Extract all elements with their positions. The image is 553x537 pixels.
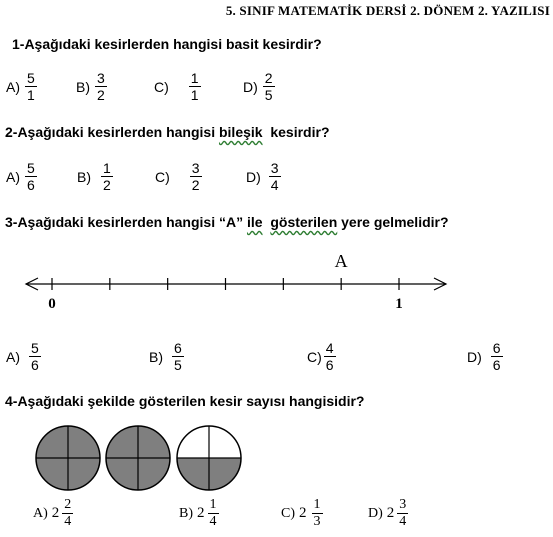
numerator: 5 <box>31 340 39 356</box>
denominator: 4 <box>399 514 407 529</box>
fraction <box>397 497 408 530</box>
option-label: A) <box>6 78 20 95</box>
option-label: A) <box>33 505 48 521</box>
fraction <box>101 160 113 193</box>
q3-keyword: gösterilen <box>270 214 338 230</box>
q2-option-c[interactable] <box>155 160 202 193</box>
q3-option-a[interactable] <box>6 340 41 373</box>
q1-option-a[interactable] <box>6 70 37 103</box>
numerator: 4 <box>325 340 334 356</box>
denominator: 6 <box>27 177 35 193</box>
q3-option-c[interactable] <box>307 340 336 373</box>
numerator: 3 <box>270 160 279 176</box>
denominator: 6 <box>31 357 39 373</box>
denominator: 6 <box>325 357 334 373</box>
q2-text-part: 2-Aşağıdaki kesirlerden hangisi <box>5 124 219 140</box>
option-label: D) <box>243 78 258 95</box>
option-label: D) <box>467 348 482 365</box>
question-1-text: 1-Aşağıdaki kesirlerden hangisi basit kesirdir? <box>12 36 322 52</box>
number-line-start-label: 0 <box>48 296 56 312</box>
fraction <box>190 160 202 193</box>
fraction <box>263 70 275 103</box>
numerator: 3 <box>97 70 105 86</box>
denominator: 4 <box>209 514 217 529</box>
fraction <box>491 340 503 373</box>
fraction <box>62 497 73 530</box>
fraction-circle <box>36 426 100 490</box>
numerator: 6 <box>174 340 182 356</box>
numerator: 1 <box>190 70 199 86</box>
option-label: C) <box>281 505 295 521</box>
q2-option-a[interactable] <box>6 160 37 193</box>
question-3-text <box>5 214 449 230</box>
numerator: 5 <box>27 70 35 86</box>
exam-title: 5. SINIF MATEMATİK DERSİ 2. DÖNEM 2. YAZILISI <box>225 3 550 18</box>
denominator: 1 <box>27 87 35 103</box>
option-label: C) <box>307 348 322 365</box>
number-line <box>0 245 553 320</box>
denominator: 4 <box>64 514 72 529</box>
numerator: 1 <box>103 160 111 176</box>
fraction <box>269 160 281 193</box>
fraction <box>25 160 37 193</box>
whole-part: 2 <box>386 505 395 521</box>
fraction <box>29 340 41 373</box>
fraction <box>189 70 201 103</box>
q2-option-d[interactable] <box>246 160 281 193</box>
option-label: B) <box>179 505 193 521</box>
fraction-circle <box>106 426 170 490</box>
option-label: C) <box>154 78 169 95</box>
whole-part: 2 <box>197 505 205 521</box>
q2-keyword: bileşik <box>218 124 263 140</box>
option-label: D) <box>368 505 383 521</box>
fraction-circles <box>0 418 260 496</box>
fraction <box>312 497 323 530</box>
q3-text-part: yere gelmelidir? <box>337 214 449 230</box>
q3-keyword: ile <box>246 214 263 230</box>
denominator: 1 <box>190 87 199 103</box>
denominator: 5 <box>174 357 182 373</box>
number-line-point-label: A <box>334 251 348 271</box>
denominator: 2 <box>97 87 105 103</box>
option-label: A) <box>6 348 20 365</box>
option-label: D) <box>246 168 261 185</box>
q1-option-c[interactable] <box>154 70 201 103</box>
fraction-circle <box>177 426 241 490</box>
denominator: 2 <box>103 177 111 193</box>
option-label: B) <box>149 348 163 365</box>
question-2-text <box>5 124 330 140</box>
q1-option-b[interactable] <box>76 70 107 103</box>
numerator: 1 <box>313 497 321 512</box>
denominator: 5 <box>264 87 273 103</box>
fraction <box>172 340 184 373</box>
numerator: 5 <box>27 160 35 176</box>
question-4-text: 4-Aşağıdaki şekilde gösterilen kesir sayısı hangisidir? <box>5 393 365 409</box>
q2-option-b[interactable] <box>77 160 113 193</box>
fraction <box>95 70 107 103</box>
numerator: 2 <box>64 497 72 512</box>
q3-option-b[interactable] <box>149 340 184 373</box>
numerator: 2 <box>264 70 273 86</box>
whole-part: 2 <box>299 505 307 521</box>
q1-option-d[interactable] <box>243 70 275 103</box>
option-label: B) <box>76 78 90 95</box>
numerator: 3 <box>399 497 407 512</box>
whole-part: 2 <box>51 505 60 521</box>
numerator: 3 <box>191 160 200 176</box>
denominator: 3 <box>313 514 321 529</box>
option-label: A) <box>6 168 20 185</box>
q4-option-c[interactable] <box>281 497 323 530</box>
fraction <box>324 340 336 373</box>
denominator: 6 <box>492 357 501 373</box>
option-label: B) <box>77 168 91 185</box>
q2-text-part: kesirdir? <box>262 124 330 140</box>
fraction <box>25 70 37 103</box>
number-line-end-label: 1 <box>395 296 403 312</box>
numerator: 6 <box>492 340 501 356</box>
q4-option-a[interactable] <box>33 497 73 530</box>
option-label: C) <box>155 168 170 185</box>
fraction <box>208 497 219 530</box>
denominator: 2 <box>191 177 200 193</box>
q4-option-b[interactable] <box>179 497 219 530</box>
q3-text-part: 3-Aşağıdaki kesirlerden hangisi “A” <box>5 214 247 230</box>
denominator: 4 <box>270 177 279 193</box>
numerator: 1 <box>209 497 217 512</box>
q4-option-d[interactable] <box>368 497 408 530</box>
q3-option-d[interactable] <box>467 340 503 373</box>
